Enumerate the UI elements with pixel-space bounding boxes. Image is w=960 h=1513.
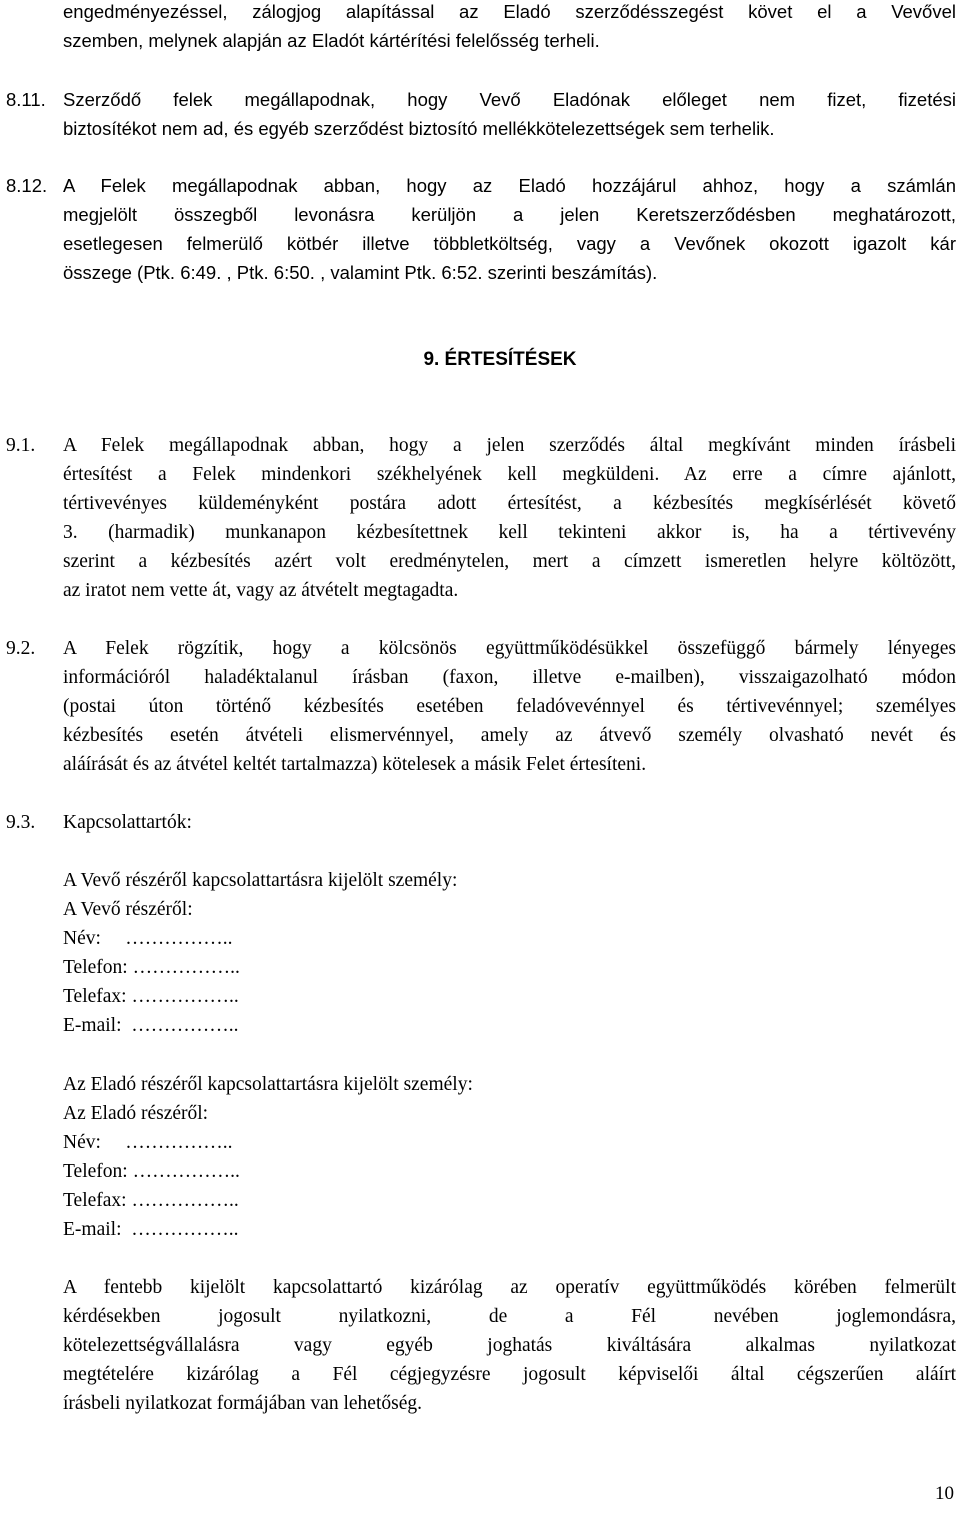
- buyer-contact-block: [63, 866, 956, 1040]
- paragraph-9-2: [63, 634, 956, 779]
- section-number: 8.12.: [6, 175, 48, 196]
- text-line: 3. (harmadik) munkanapon kézbesítettnek kell tekinteni akkor is, ha a tértivevény: [63, 522, 956, 543]
- text-line: szemben, melynek alapján az Eladót kártérítési felelősség terheli.: [63, 30, 600, 51]
- text-line: esetlegesen felmerülő kötbér illetve többletköltség, vagy a Vevőnek okozott igazolt kár: [63, 233, 956, 254]
- text-line: (postai úton történő kézbesítés esetében feladóvevénnyel és tértivevénnyel; személyes: [63, 696, 956, 717]
- text-line: megtételére kizárólag a Fél cégjegyzésre jogosult képviselői által cégszerűen aláírt: [63, 1364, 956, 1385]
- paragraph-9-3-closing: [63, 1273, 956, 1418]
- paragraph-continuation: [63, 0, 956, 55]
- text-line: engedményezéssel, zálogjog alapítással az Eladó szerződésszegést követ el a Vevővel: [63, 1, 956, 22]
- text-line: szerint a kézbesítés azért volt eredménytelen, mert a címzett ismeretlen helyre költözött,: [63, 551, 956, 572]
- text-line: kötelezettségvállalásra vagy egyéb joghatás kiváltására alkalmas nyilatkozat: [63, 1335, 956, 1356]
- buyer-email-field: E-mail: ……………..: [63, 1015, 239, 1036]
- buyer-name-field: Név: ……………..: [63, 928, 233, 949]
- section-heading: 9. ÉRTESÍTÉSEK: [423, 349, 577, 370]
- seller-side-label: Az Eladó részéről:: [63, 1103, 209, 1124]
- text-line: A Felek megállapodnak abban, hogy az Eladó hozzájárul ahhoz, hogy a számlán: [63, 175, 956, 196]
- text-line: kérdésekben jogosult nyilatkozni, de a Fél nevében joglemondásra,: [63, 1306, 956, 1327]
- section-number: 9.1.: [6, 435, 36, 456]
- text-line: összege (Ptk. 6:49. , Ptk. 6:50. , valamint Ptk. 6:52. szerinti beszámítás).: [63, 262, 658, 283]
- text-line: információról haladéktalanul írásban (faxon, illetve e-mailben), visszaigazolható módon: [63, 667, 956, 688]
- buyer-contact-intro: A Vevő részéről kapcsolattartásra kijelölt személy:: [63, 870, 458, 891]
- buyer-phone-field: Telefon: ……………..: [63, 957, 240, 978]
- seller-contact-block: [63, 1070, 956, 1244]
- paragraph-9-1: [63, 431, 956, 605]
- seller-phone-field: Telefon: ……………..: [63, 1161, 240, 1182]
- paragraph-8-12: [63, 171, 956, 287]
- seller-contact-intro: Az Eladó részéről kapcsolattartásra kijelölt személy:: [63, 1074, 473, 1095]
- text-line: az iratot nem vette át, vagy az átvételt megtagadta.: [63, 580, 459, 601]
- text-line: tértivevényes küldeményként postára adott értesítést, a kézbesítés megkísérlését követő: [63, 493, 956, 514]
- seller-name-field: Név: ……………..: [63, 1132, 233, 1153]
- text-line: írásbeli nyilatkozat formájában van lehetőség.: [63, 1393, 422, 1414]
- text-line: kézbesítés esetén átvételi elismervénnyel, amely az átvevő személy olvasható nevét és: [63, 725, 956, 746]
- text-line: Szerződő felek megállapodnak, hogy Vevő Eladónak előleget nem fizet, fizetési: [63, 89, 956, 110]
- text-line: aláírását és az átvétel keltét tartalmazza) kötelesek a másik Felet értesíteni.: [63, 754, 647, 775]
- paragraph-8-11: [63, 85, 956, 143]
- seller-fax-field: Telefax: ……………..: [63, 1190, 239, 1211]
- buyer-side-label: A Vevő részéről:: [63, 899, 193, 920]
- section-number: 9.3.: [6, 812, 36, 833]
- text-line: megjelölt összegből levonásra kerüljön a jelen Keretszerződésben meghatározott,: [63, 204, 956, 225]
- text-line: értesítést a Felek mindenkori székhelyének kell megküldeni. Az erre a címre ajánlott,: [63, 464, 956, 485]
- section-number: 8.11.: [6, 89, 46, 110]
- text-line: A Felek megállapodnak abban, hogy a jelen szerződés által megkívánt minden írásbeli: [63, 435, 956, 456]
- text-line: A fentebb kijelölt kapcsolattartó kizárólag az operatív együttműködés körében felmerült: [63, 1277, 956, 1298]
- seller-email-field: E-mail: ……………..: [63, 1219, 239, 1240]
- paragraph-9-3-title: [63, 808, 956, 837]
- section-number: 9.2.: [6, 638, 36, 659]
- buyer-fax-field: Telefax: ……………..: [63, 986, 239, 1007]
- page-number: 10: [935, 1483, 954, 1504]
- text-line: Kapcsolattartók:: [63, 812, 192, 833]
- text-line: biztosítékot nem ad, és egyéb szerződést biztosító mellékkötelezettségek sem terhelik.: [63, 118, 775, 139]
- text-line: A Felek rögzítik, hogy a kölcsönös együttműködésükkel összefüggő bármely lényeges: [63, 638, 956, 659]
